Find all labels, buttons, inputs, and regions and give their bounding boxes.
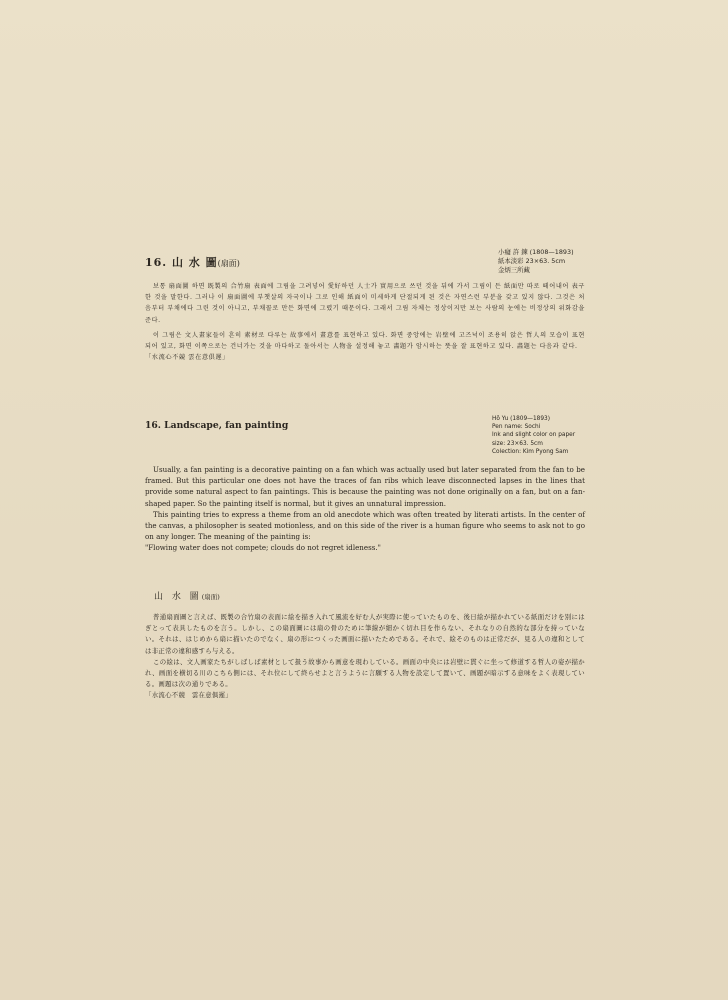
korean-paragraph: 이 그림은 文人畫家들이 흔히 素材로 다루는 故事에서 畫意를 표현하고 있다. 화면 중앙에는 岩壁에 고즈넉이 조용히 앉은 哲人의 모습이 표현되어 있고, 화면 이쪽으로는 건너가는 것을 마다하고 돌아서는 人物을 설정해 놓고 畵題가 암시하는 뜻을 잘 표현하고 있다. 畵題는 다음과 같다.	[145, 331, 585, 351]
japanese-title-text: 山 水 圖	[154, 592, 202, 602]
english-body	[145, 464, 585, 554]
english-paragraph: This painting tries to express a theme from an old anecdote which was often treated by literati artists. In the center of the canvas, a philosopher is seated motionless, and on this side of the river is a human figure who seems to ask not to go on any longer. The meaning of the painting is:	[145, 509, 585, 542]
korean-title-text: 16. 山 水 圖	[145, 256, 218, 269]
english-meta-medium: Ink and slight color on paper	[492, 432, 576, 439]
japanese-paragraph: この絵は、文人画家たちがしばしば素材として扱う故事から画意を現わしている。画面の中央には岩壁に貫ぐに坐って修道する哲人の姿が描かれ、画面を横切る川のこちら側には、それ位にして終らせよと言うように言願する人物を設定して置いて、画題が暗示する意味をよく表現している。画題は次の通りである。	[145, 657, 585, 689]
english-paragraph: Usually, a fan painting is a decorative painting on a fan which was actually used but later separated from the fan to be framed. But this particular one does not have the traces of fan ribs which leave disconnected lapses in the lines that provide some natural aspect to fan paintings. This is because the painting was not done originally on a fan, but on a fan-shaped paper. So the painting itself is normal, but it gives an unnatural impression.	[145, 465, 585, 508]
japanese-title-subtitle: (扇面)	[201, 593, 220, 601]
japanese-title	[154, 589, 220, 602]
korean-meta-artist: 小癡 許 鍊 (1808—1893)	[498, 248, 574, 256]
english-meta-pen-name: Pen name: Sochi	[492, 424, 541, 431]
korean-painting-inscription: 「水流心不競 雲在意俱遲」	[145, 354, 230, 362]
japanese-paragraph: 普通扇面圖と言えば、既製の合竹扇の表面に絵を描き入れて風流を好む人が実際に使っていたものを、後日絵が描かれている紙面だけを別にはぎとって表具したものを言う。しかし、この扇面圖には扇の骨のために筆線が細かく切れ目を作らない、それなりの自然的な部分を持っていない。それは、はじめから扇に描いたのでなく、扇の形につくった画面に描いたためである。それで、絵そのものは正常だが、見る人の違和としては非正常の違和感すら与える。	[145, 613, 585, 655]
korean-title	[145, 254, 240, 270]
english-meta-size: size: 23×63. 5cm	[492, 440, 543, 447]
korean-meta-medium: 紙本淡彩 23×63. 5cm	[498, 257, 566, 265]
korean-body	[145, 281, 585, 363]
english-meta-collection: Colection: Kim Pyong Sam	[492, 448, 569, 455]
japanese-body	[145, 612, 585, 702]
korean-artwork-meta	[498, 248, 574, 275]
english-painting-inscription: "Flowing water does not compete; clouds do not regret idleness."	[145, 543, 381, 553]
korean-title-subtitle: (扇面)	[217, 259, 240, 268]
english-artwork-meta	[492, 415, 575, 456]
korean-paragraph: 보통 扇面圖 하면 既製의 合竹扇 表面에 그림을 그려넣어 愛好하던 人士가 實用으로 쓰던 것을 뒤에 가서 그림이 든 紙面만 따로 떼어내어 表구한 것을 말한다. 그러나 이 扇面圖에 부챗살의 자국이나 그로 인해 紙面이 미세하게 단절되게 된 것은 자연스런 부분을 갖고 있지 않다. 그것은 처음부터 부채에다 그린 것이 아니고, 부채꼴로 만든 화면에 그렸기 때문이다. 그래서 그림 자체는 정상이지만 보는 사람의 눈에는 비정상의 위화감을 준다.	[145, 283, 585, 324]
japanese-painting-inscription: 「水流心不競 雲在意俱遲」	[145, 691, 232, 700]
korean-meta-collection: 金炳三所藏	[498, 266, 530, 274]
english-meta-artist: Hŏ Yu (1809—1893)	[492, 416, 550, 422]
english-title: 16. Landscape, fan painting	[145, 420, 289, 431]
